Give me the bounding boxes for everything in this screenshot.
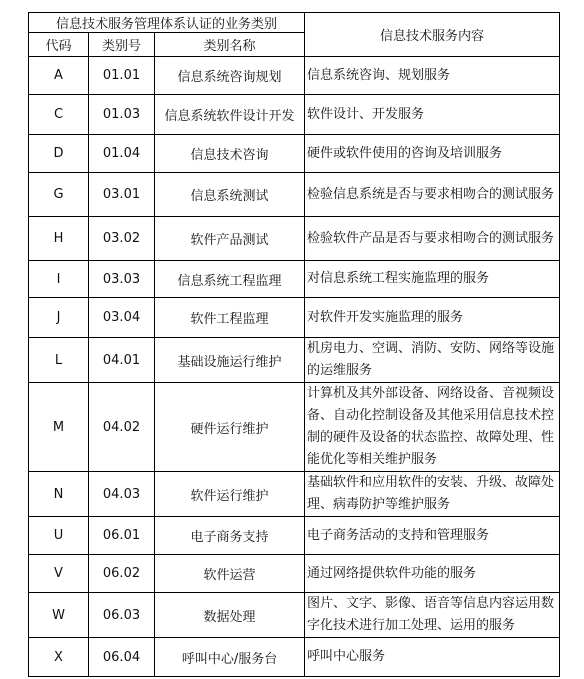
name-cell: 信息系统软件设计开发 [155, 95, 305, 135]
name-cell: 软件产品测试 [155, 217, 305, 261]
name-cell: 软件运行维护 [155, 472, 305, 517]
number-cell: 04.02 [89, 383, 155, 472]
name-cell: 信息系统咨询规划 [155, 57, 305, 95]
content-header: 信息技术服务内容 [305, 13, 560, 57]
content-cell: 信息系统咨询、规划服务 [305, 57, 560, 95]
name-cell: 电子商务支持 [155, 517, 305, 555]
name-header: 类别名称 [155, 33, 305, 57]
code-cell: H [29, 217, 89, 261]
code-cell: N [29, 472, 89, 517]
number-cell: 03.02 [89, 217, 155, 261]
code-cell: I [29, 261, 89, 298]
name-cell: 呼叫中心/服务台 [155, 638, 305, 677]
name-cell: 信息系统工程监理 [155, 261, 305, 298]
group-header: 信息技术服务管理体系认证的业务类别 [29, 13, 305, 33]
table-row [29, 593, 560, 638]
table-row [29, 261, 560, 298]
table-row [29, 472, 560, 517]
table-row [29, 555, 560, 593]
table-row [29, 173, 560, 217]
number-cell: 06.04 [89, 638, 155, 677]
code-cell: M [29, 383, 89, 472]
number-cell: 03.03 [89, 261, 155, 298]
code-cell: U [29, 517, 89, 555]
code-cell: X [29, 638, 89, 677]
name-cell: 软件运营 [155, 555, 305, 593]
content-cell: 检验信息系统是否与要求相吻合的测试服务 [305, 173, 560, 217]
content-cell: 计算机及其外部设备、网络设备、音视频设备、自动化控制设备及其他采用信息技术控制的硬件及设备的状态监控、故障处理、性能优化等相关维护服务 [305, 383, 560, 472]
table-row [29, 217, 560, 261]
content-cell: 对软件开发实施监理的服务 [305, 298, 560, 338]
name-cell: 硬件运行维护 [155, 383, 305, 472]
content-cell: 呼叫中心服务 [305, 638, 560, 677]
content-cell: 图片、文字、影像、语音等信息内容运用数字化技术进行加工处理、运用的服务 [305, 593, 560, 638]
content-cell: 通过网络提供软件功能的服务 [305, 555, 560, 593]
code-cell: C [29, 95, 89, 135]
number-cell: 01.04 [89, 135, 155, 173]
code-cell: D [29, 135, 89, 173]
number-cell: 06.01 [89, 517, 155, 555]
code-header: 代码 [29, 33, 89, 57]
number-cell: 03.04 [89, 298, 155, 338]
number-cell: 03.01 [89, 173, 155, 217]
name-cell: 数据处理 [155, 593, 305, 638]
number-cell: 06.03 [89, 593, 155, 638]
name-cell: 基础设施运行维护 [155, 338, 305, 383]
business-category-table [28, 12, 560, 677]
content-cell: 硬件或软件使用的咨询及培训服务 [305, 135, 560, 173]
header-row-group [29, 13, 560, 33]
content-cell: 对信息系统工程实施监理的服务 [305, 261, 560, 298]
table-row [29, 95, 560, 135]
name-cell: 信息系统测试 [155, 173, 305, 217]
code-cell: A [29, 57, 89, 95]
content-cell: 电子商务活动的支持和管理服务 [305, 517, 560, 555]
code-cell: W [29, 593, 89, 638]
content-cell: 检验软件产品是否与要求相吻合的测试服务 [305, 217, 560, 261]
number-cell: 04.03 [89, 472, 155, 517]
number-cell: 01.01 [89, 57, 155, 95]
table-row [29, 638, 560, 677]
code-cell: L [29, 338, 89, 383]
table-row [29, 298, 560, 338]
table-row [29, 135, 560, 173]
code-cell: J [29, 298, 89, 338]
name-cell: 软件工程监理 [155, 298, 305, 338]
table-row [29, 57, 560, 95]
number-cell: 06.02 [89, 555, 155, 593]
number-header: 类别号 [89, 33, 155, 57]
code-cell: V [29, 555, 89, 593]
content-cell: 基础软件和应用软件的安装、升级、故障处理、病毒防护等维护服务 [305, 472, 560, 517]
table-row [29, 383, 560, 472]
table-row [29, 517, 560, 555]
code-cell: G [29, 173, 89, 217]
number-cell: 01.03 [89, 95, 155, 135]
content-cell: 软件设计、开发服务 [305, 95, 560, 135]
business-category-table-wrapper [28, 12, 560, 677]
name-cell: 信息技术咨询 [155, 135, 305, 173]
table-row [29, 338, 560, 383]
number-cell: 04.01 [89, 338, 155, 383]
content-cell: 机房电力、空调、消防、安防、网络等设施的运维服务 [305, 338, 560, 383]
